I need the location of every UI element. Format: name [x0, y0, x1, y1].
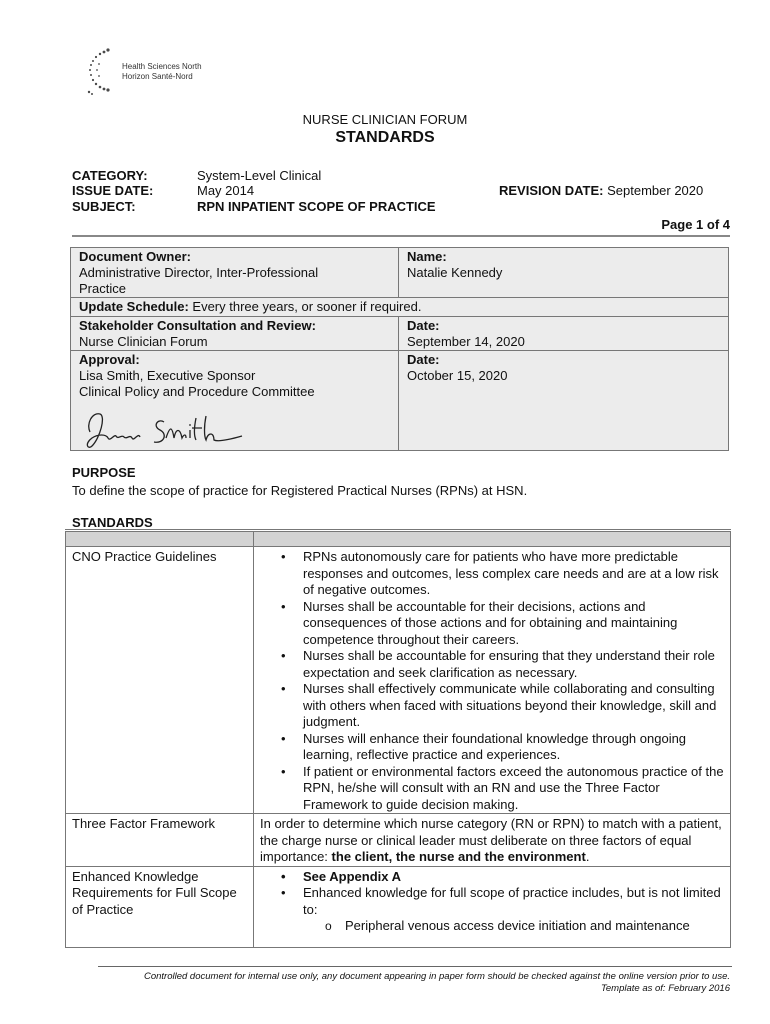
stakeholder-date-cell [399, 317, 729, 351]
category-label: CATEGORY: [72, 168, 148, 183]
approval-line1: Lisa Smith, Executive Sponsor [79, 368, 256, 383]
row-label: CNO Practice Guidelines [66, 547, 254, 814]
approval-label: Approval: [79, 352, 140, 367]
subject-label: SUBJECT: [72, 199, 136, 214]
page-number: Page 1 of 4 [661, 217, 730, 232]
stakeholder-label: Stakeholder Consultation and Review: [79, 318, 316, 333]
list-item: o Peripheral venous access device initiation and maintenance [345, 918, 724, 935]
issue-date-value: May 2014 [197, 183, 255, 198]
approval-date-value: October 15, 2020 [407, 368, 508, 383]
revision-date-label: REVISION DATE: [499, 183, 604, 198]
purpose-heading: PURPOSE [72, 465, 136, 480]
subject-value: RPN INPATIENT SCOPE OF PRACTICE [197, 199, 436, 214]
three-factor-end: . [585, 849, 590, 864]
forum-name: NURSE CLINICIAN FORUM [302, 112, 468, 127]
table-row [71, 248, 729, 298]
stakeholder-date-label: Date: [407, 318, 440, 333]
table-row [66, 547, 731, 814]
table-row [71, 298, 729, 317]
revision-date [499, 183, 703, 199]
organization-name [122, 62, 202, 82]
page-title: STANDARDS [335, 129, 435, 146]
purpose-text: To define the scope of practice for Registered Practical Nurses (RPNs) at HSN. [72, 483, 528, 498]
table-row [66, 866, 731, 947]
revision-date-value: September 2020 [607, 183, 704, 198]
enhanced-sub-list [260, 918, 724, 935]
header-divider [72, 235, 730, 237]
footer-divider [98, 966, 732, 967]
category-value: System-Level Clinical [197, 168, 322, 183]
approval-date-cell [399, 351, 729, 451]
issue-date-label: ISSUE DATE: [72, 183, 154, 198]
footer-disclaimer: Controlled document for internal use only, any document appearing in paper form should be checked against the online version prior to use. [143, 971, 730, 982]
name-label: Name: [407, 249, 447, 264]
enhanced-bullet-list [260, 869, 724, 919]
enhanced-knowledge-cell [254, 866, 731, 947]
stakeholder-value: Nurse Clinician Forum [79, 334, 208, 349]
list-item: • Nurses shall be accountable for ensuring that they understand their role expectation and seek clarification as necessary. [303, 648, 724, 681]
update-schedule-label: Update Schedule: [79, 299, 189, 314]
stakeholder-date-value: September 14, 2020 [407, 334, 525, 349]
stakeholder-cell [71, 317, 399, 351]
cno-bullet-list [260, 549, 724, 813]
document-owner-value: Administrative Director, Inter-Professional Practice [79, 265, 319, 296]
table-row [66, 814, 731, 867]
footer [90, 971, 730, 995]
document-owner-cell [71, 248, 399, 298]
name-value: Natalie Kennedy [407, 265, 503, 280]
list-item: • If patient or environmental factors exceed the autonomous practice of the RPN, he/she will consult with an RN and use the Three Factor Framework to guide decision making. [303, 764, 724, 814]
table-header-row [66, 532, 731, 547]
three-factor-bold: the client, the nurse and the environment [331, 849, 586, 864]
standards-heading: STANDARDS [72, 515, 153, 530]
signature-image [78, 404, 248, 454]
standards-table [65, 531, 731, 948]
row-label: Enhanced Knowledge Requirements for Full Scope of Practice [66, 866, 254, 947]
table-header-cell [254, 532, 731, 547]
three-factor-text: In order to determine which nurse category (RN or RPN) to match with a patient, the charge nurse or clinical leader must deliberate on three factors of equal importance: [260, 816, 722, 864]
name-cell [399, 248, 729, 298]
update-schedule-value: Every three years, or sooner if required. [188, 299, 422, 314]
table-header-cell [66, 532, 254, 547]
list-item: • RPNs autonomously care for patients who have more predictable responses and outcomes, less complex care needs and are at a low risk of negative outcomes. [303, 549, 724, 599]
list-item: • Enhanced knowledge for full scope of practice includes, but is not limited to: [303, 885, 724, 918]
hsn-logo-icon [86, 46, 114, 96]
table-row [71, 317, 729, 351]
organization-name-en: Health Sciences North [122, 62, 202, 71]
update-schedule-cell [71, 298, 729, 317]
footer-template-date: Template as of: February 2016 [600, 983, 730, 994]
three-factor-cell [254, 814, 731, 867]
document-owner-label: Document Owner: [79, 249, 191, 264]
row-label: Three Factor Framework [66, 814, 254, 867]
cno-guidelines-cell [254, 547, 731, 814]
list-item: • Nurses will enhance their foundational knowledge through ongoing learning, reflective practice and experiences. [303, 731, 724, 764]
standards-divider [65, 529, 731, 530]
approval-date-label: Date: [407, 352, 440, 367]
list-item: • See Appendix A [303, 869, 724, 886]
organization-name-fr: Horizon Santé-Nord [122, 72, 193, 81]
list-item: • Nurses shall effectively communicate while collaborating and consulting with others when faced with situations beyond their knowledge, skill and judgment. [303, 681, 724, 731]
list-item: • Nurses shall be accountable for their decisions, actions and consequences of those actions and for obtaining and maintaining competence throughout their careers. [303, 599, 724, 649]
approval-line2: Clinical Policy and Procedure Committee [79, 384, 315, 399]
